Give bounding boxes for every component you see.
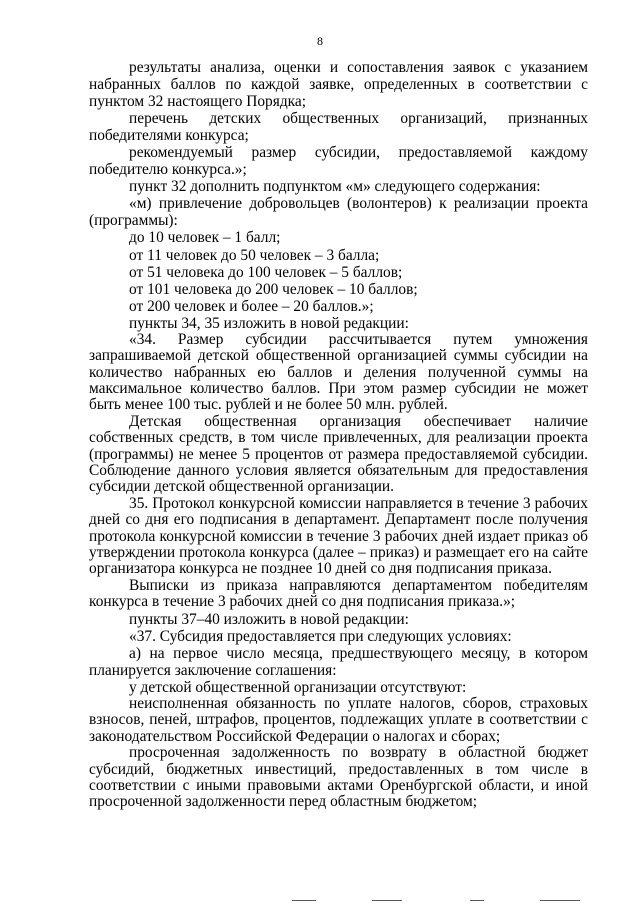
list-item: от 200 человек и более – 20 баллов.»; xyxy=(129,297,374,315)
scan-artifact xyxy=(540,900,580,901)
page-number: 8 xyxy=(317,34,323,48)
paragraph: «37. Субсидия предоставляется при следующих условиях: xyxy=(129,627,512,645)
list-item: до 10 человек – 1 балл; xyxy=(129,229,281,247)
paragraph: 35. Протокол конкурсной комиссии направляется в течение 3 рабочих дней со дня его подписания в департамент. Департамент после получения протокола конкурсной комиссии в течение 3 рабочих дней издает приказ об утверждении протокола конкурса (далее – приказ) и размещает его на сайте организатора конкурса не позднее 10 дней со дня подписания приказа. xyxy=(89,494,588,578)
paragraph: пункт 32 дополнить подпунктом «м» следующего содержания: xyxy=(129,178,541,196)
scan-artifact xyxy=(470,900,484,901)
scan-artifact xyxy=(292,900,316,901)
paragraph: пункты 37–40 изложить в новой редакции: xyxy=(129,610,409,628)
paragraph: перечень детских общественных организаций, признанных победителями конкурса; xyxy=(89,110,588,145)
paragraph: неисполненная обязанность по уплате налогов, сборов, страховых взносов, пеней, штрафов, процентов, подлежащих уплате в соответствии с законодательством Российской Федерации о налогах и сборах; xyxy=(89,694,588,745)
paragraph: Выписки из приказа направляются департаментом победителям конкурса в течение 3 рабочих дней со дня подписания приказа.»; xyxy=(89,576,588,611)
paragraph: у детской общественной организации отсутствуют: xyxy=(129,678,467,696)
list-item: от 51 человека до 100 человек – 5 баллов; xyxy=(129,263,403,281)
paragraph: «м) привлечение добровольцев (волонтеров) к реализации проекта (программы): xyxy=(89,195,588,230)
paragraph: рекомендуемый размер субсидии, предоставляемой каждому победителю конкурса.»; xyxy=(89,144,588,179)
paragraph: «34. Размер субсидии рассчитывается путем умножения запрашиваемой детской общественной организацией суммы субсидии на количество набранных ею баллов и деления полученной суммы на максимальное количество баллов. При этом размер субсидии не может быть менее 100 тыс. рублей и не более 50 млн. рублей. xyxy=(89,330,588,414)
paragraph: Детская общественная организация обеспечивает наличие собственных средств, в том числе привлеченных, для реализации проекта (программы) не менее 5 процентов от размера предоставляемой субсидии. Соблюдение данного условия является обязательным для предоставления субсидии детской общественной организации. xyxy=(89,412,588,496)
paragraph: пункты 34, 35 изложить в новой редакции: xyxy=(129,314,409,332)
paragraph: а) на первое число месяца, предшествующего месяцу, в котором планируется заключение соглашения: xyxy=(89,644,588,679)
scan-artifact xyxy=(372,900,402,901)
paragraph: просроченная задолженность по возврату в областной бюджет субсидий, бюджетных инвестиций, предоставленных в том числе в соответствии с иными правовыми актами Оренбургской области, и иной просроченной задолженности перед областным бюджетом; xyxy=(89,744,588,811)
list-item: от 11 человек до 50 человек – 3 балла; xyxy=(129,246,380,264)
paragraph: результаты анализа, оценки и сопоставления заявок с указанием набранных баллов по каждой заявке, определенных в соответствии с пунктом 32 настоящего Порядка; xyxy=(89,59,588,111)
document-body xyxy=(89,59,588,811)
list-item: от 101 человека до 200 человек – 10 баллов; xyxy=(129,280,418,298)
